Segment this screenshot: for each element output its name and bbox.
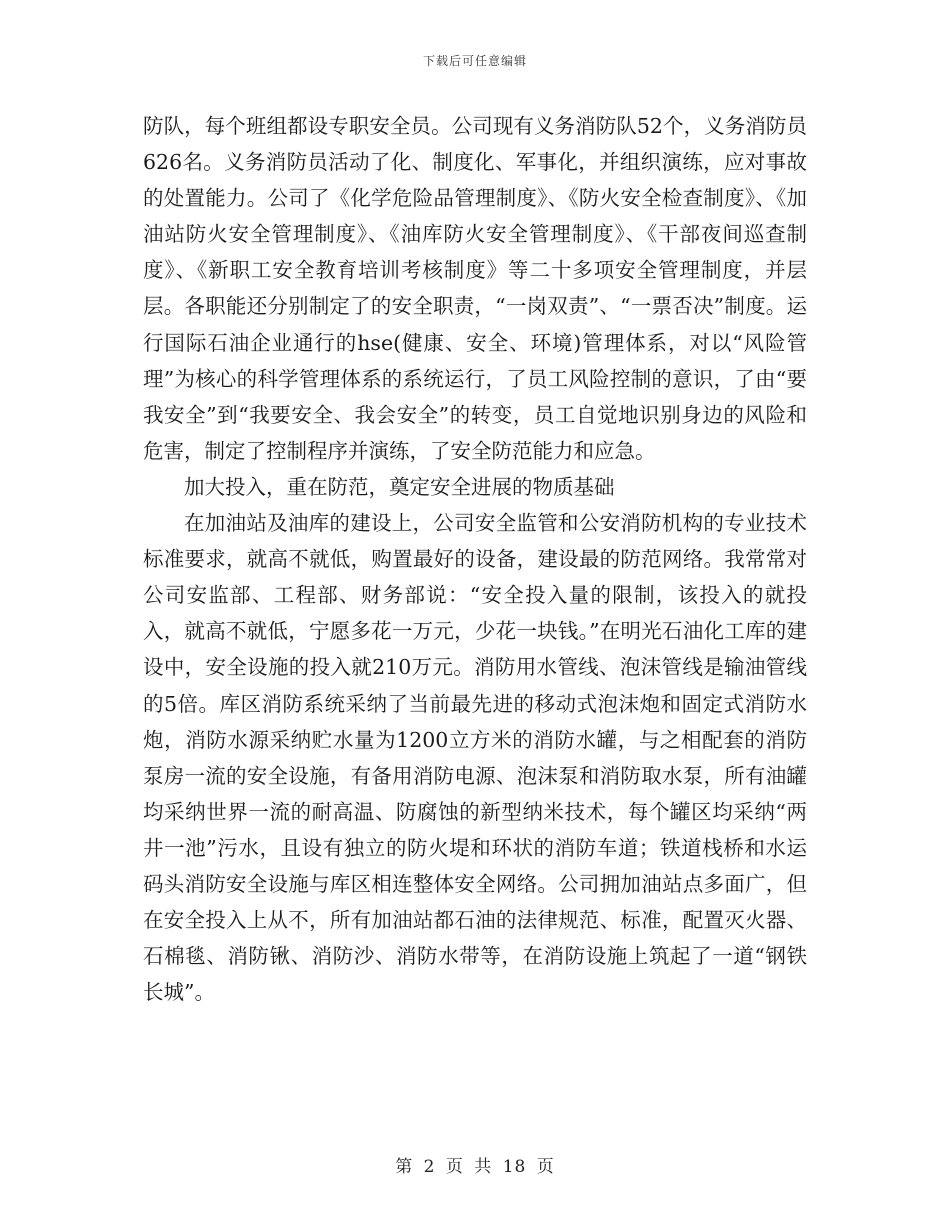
page-header: 下载后可任意编辑 <box>422 54 527 68</box>
page-number-footer: 第 2 页 共 18 页 <box>395 1157 555 1177</box>
paragraph-fire-team: 防队，每个班组都设专职安全员。公司现有义务消防队52个，义务消防员626名。义务消防员活动了化、制度化、军事化，并组织演练，应对事故的处置能力。公司了《化学危险品管理制度》、《防火安全检查制度》、《加油站防火安全管理制度》、《油库防火安全管理制度》、《干部夜间巡查制度》、《新职工安全教育培训考核制度》等二十多项安全管理制度，并层层。各职能还分别制定了的安全职责，“一岗双责”、“一票否决”制度。运行国际石油企业通行的hse(健康、安全、环境)管理体系，对以“风险管理”为核心的科学管理体系的系统运行，了员工风险控制的意识，了由“要我安全”到“我要安全、我会安全”的转变，员工自觉地识别身边的风险和危害，制定了控制程序并演练，了安全防范能力和应急。 <box>143 114 807 463</box>
paragraph-investment: 在加油站及油库的建设上，公司安全监管和公安消防机构的专业技术标准要求，就高不就低，购置最好的设备，建设最的防范网络。我常常对公司安监部、工程部、财务部说：“安全投入量的限制，该投入的就投入，就高不就低，宁愿多花一万元，少花一块钱。”在明光石油化工库的建设中，安全设施的投入就210万元。消防用水管线、泡沫管线是输油管线的5倍。库区消防系统采纳了当前最先进的移动式泡沫炮和固定式消防水炮，消防水源采纳贮水量为1200立方米的消防水罐，与之相配套的消防泵房一流的安全设施，有备用消防电源、泡沫泵和消防取水泵，所有油罐均采纳世界一流的耐高温、防腐蚀的新型纳米技术，每个罐区均采纳“两井一池”污水，且设有独立的防火堤和环状的消防车道；铁道栈桥和水运码头消防安全设施与库区相连整体安全网络。公司拥加油站点多面广，但在安全投入上从不，所有加油站都石油的法律规范、标准，配置灭火器、石棉毯、消防锹、消防沙、消防水带等，在消防设施上筑起了一道“钢铁长城”。 <box>143 511 807 1005</box>
document-body <box>143 108 807 1010</box>
paragraph-section-heading: 加大投入，重在防范，奠定安全进展的物质基础 <box>184 474 615 499</box>
